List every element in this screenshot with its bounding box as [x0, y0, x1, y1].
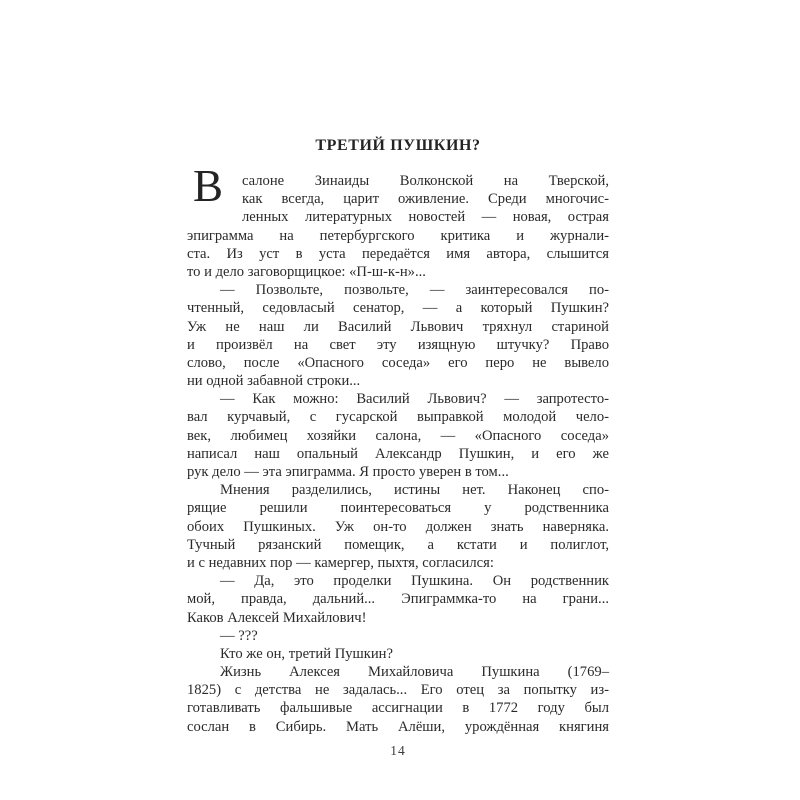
- text-line: 1825) с детства не задалась... Его отец за попытку из-: [187, 682, 609, 699]
- chapter-title: ТРЕТИЙ ПУШКИН?: [315, 137, 481, 154]
- text-line: ни одной забавной строки...: [187, 373, 361, 390]
- paragraph: [187, 663, 609, 736]
- drop-cap: В: [193, 161, 224, 211]
- text-line: чтенный, седовласый сенатор, — а который Пушкин?: [187, 300, 609, 317]
- paragraph: [187, 161, 609, 281]
- text-line: ста. Из уст в уста передаётся имя автора, слышится: [187, 245, 609, 262]
- text-line: салоне Зинаиды Волконской на Тверской,: [242, 173, 609, 189]
- text-line: обоих Пушкиных. Уж он-то должен знать наверняка.: [187, 518, 609, 535]
- text-line: Уж не наш ли Василий Львович тряхнул стариной: [187, 318, 609, 335]
- text-line: вал курчавый, с гусарской выправкой молодой чело-: [187, 409, 609, 426]
- text-line: эпиграмма на петербургского критика и журнали-: [187, 227, 609, 244]
- text-line: мой, правда, дальний... Эпиграммка-то на грани...: [187, 591, 609, 608]
- text-line: — ???: [220, 627, 258, 644]
- paragraph: [187, 572, 609, 627]
- text-line: — Как можно: Василий Львович? — запротесто-: [220, 391, 609, 408]
- text-line: и с недавних пор — камергер, пыхтя, согласился:: [187, 554, 494, 571]
- text-line: слово, после «Опасного соседа» его перо не вывело: [187, 354, 609, 371]
- text-line: Мнения разделились, истины нет. Наконец спо-: [220, 482, 609, 499]
- text-line: Кто же он, третий Пушкин?: [220, 645, 393, 662]
- text-line: рук дело — эта эпиграмма. Я просто уверен в том...: [187, 464, 509, 480]
- page-number: 14: [390, 743, 406, 758]
- paragraph: [187, 390, 609, 481]
- text-line: сослан в Сибирь. Мать Алёши, урождённая княгиня: [187, 718, 609, 735]
- paragraph: [187, 481, 609, 572]
- text-line: Каков Алексей Михайлович!: [187, 609, 367, 626]
- text-line: Тучный рязанский помещик, а кстати и полиглот,: [187, 536, 609, 553]
- text-line: рящие решили поинтересоваться у родственника: [187, 500, 609, 517]
- text-block: [187, 136, 609, 736]
- text-line: век, любимец хозяйки салона, — «Опасного соседа»: [187, 427, 609, 444]
- paragraph: [187, 645, 609, 663]
- text-line: ленных литературных новостей — новая, острая: [242, 209, 609, 226]
- paragraph: [187, 281, 609, 390]
- paragraph: [187, 627, 609, 645]
- text-line: написал наш опальный Александр Пушкин, и его же: [187, 445, 609, 462]
- text-line: как всегда, царит оживление. Среди многочис-: [242, 191, 609, 208]
- body-text: [187, 161, 609, 736]
- text-line: — Позвольте, позвольте, — заинтересовался по-: [220, 282, 609, 299]
- text-line: и произвёл на свет эту изящную штучку? Право: [187, 336, 609, 353]
- text-line: — Да, это проделки Пушкина. Он родственник: [220, 573, 609, 590]
- text-line: то и дело заговорщицкое: «П-ш-к-н»...: [187, 263, 426, 280]
- text-line: Жизнь Алексея Михайловича Пушкина (1769–: [220, 664, 609, 681]
- text-line: готавливать фальшивые ассигнации в 1772 году был: [187, 700, 609, 717]
